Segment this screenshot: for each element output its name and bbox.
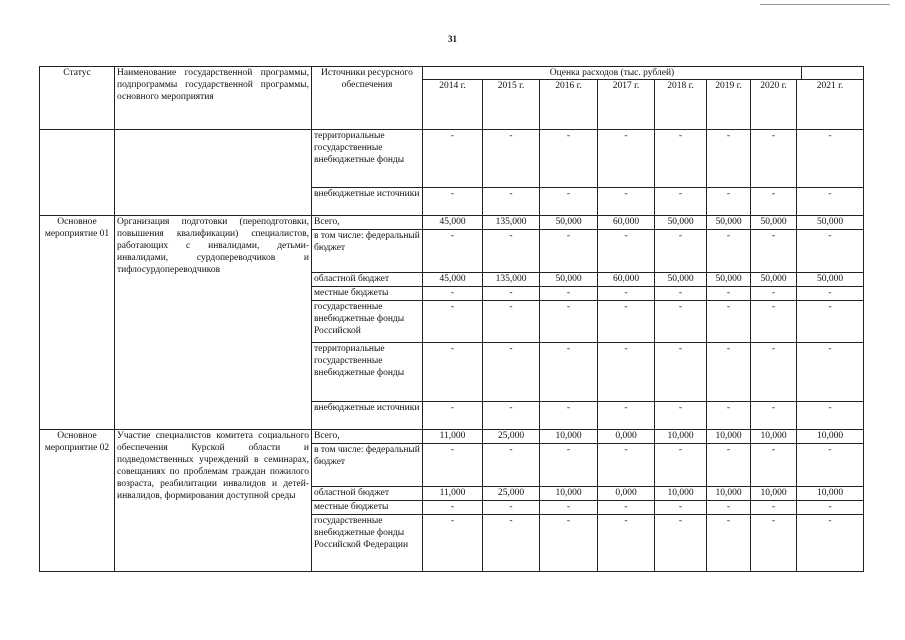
- empty-value-cell: -: [797, 402, 864, 430]
- empty-value-cell: -: [707, 515, 751, 572]
- value-cell: 10,000: [540, 487, 598, 501]
- empty-value-cell: -: [423, 402, 483, 430]
- empty-value-cell: -: [423, 515, 483, 572]
- value-cell: 25,000: [483, 487, 540, 501]
- empty-value-cell: -: [540, 188, 598, 216]
- value-cell: 10,000: [540, 430, 598, 444]
- empty-value-cell: -: [707, 444, 751, 487]
- empty-value-cell: -: [423, 301, 483, 343]
- empty-value-cell: -: [797, 188, 864, 216]
- value-cell: 50,000: [707, 273, 751, 287]
- empty-value-cell: -: [423, 188, 483, 216]
- empty-value-cell: -: [655, 287, 707, 301]
- value-cell: 10,000: [707, 430, 751, 444]
- value-cell: 50,000: [540, 216, 598, 230]
- empty-value-cell: -: [483, 130, 540, 188]
- empty-value-cell: -: [751, 343, 797, 402]
- header-name: Наименование государственной программы, подпрограммы государственной программы, основного мероприятия: [115, 67, 312, 130]
- empty-value-cell: -: [655, 130, 707, 188]
- empty-value-cell: -: [655, 230, 707, 273]
- source-cell: Всего,: [312, 430, 423, 444]
- header-year: 2019 г.: [707, 80, 751, 130]
- status-cell: Основное мероприятие 01: [40, 216, 115, 430]
- value-cell: 11,000: [423, 430, 483, 444]
- empty-value-cell: -: [483, 287, 540, 301]
- empty-value-cell: -: [797, 515, 864, 572]
- empty-value-cell: -: [483, 402, 540, 430]
- top-rule: [760, 4, 890, 5]
- value-cell: 50,000: [751, 216, 797, 230]
- empty-value-cell: -: [483, 501, 540, 515]
- empty-value-cell: -: [707, 130, 751, 188]
- empty-value-cell: -: [797, 444, 864, 487]
- empty-value-cell: -: [598, 301, 655, 343]
- empty-value-cell: -: [797, 501, 864, 515]
- empty-value-cell: -: [751, 501, 797, 515]
- header-sources: Источники ресурсного обеспечения: [312, 67, 423, 130]
- empty-value-cell: -: [707, 343, 751, 402]
- empty-value-cell: -: [483, 188, 540, 216]
- value-cell: 10,000: [655, 487, 707, 501]
- page-number: 31: [448, 34, 457, 44]
- empty-value-cell: -: [598, 501, 655, 515]
- empty-value-cell: -: [540, 287, 598, 301]
- value-cell: 50,000: [655, 273, 707, 287]
- empty-value-cell: -: [483, 343, 540, 402]
- empty-value-cell: -: [707, 501, 751, 515]
- name-cell: Организация подготовки (переподготовки, повышения квалификации) специалистов, работающих с инвалидами, детьми-инвалидами, сурдопереводчиков и тифлосурдопереводчиков: [115, 216, 312, 430]
- empty-value-cell: -: [598, 402, 655, 430]
- table-row: [40, 430, 864, 444]
- empty-value-cell: -: [707, 287, 751, 301]
- header-year: 2015 г.: [483, 80, 540, 130]
- source-cell: областной бюджет: [312, 487, 423, 501]
- empty-value-cell: -: [423, 501, 483, 515]
- value-cell: 25,000: [483, 430, 540, 444]
- empty-value-cell: -: [655, 444, 707, 487]
- value-cell: 10,000: [707, 487, 751, 501]
- empty-value-cell: -: [540, 301, 598, 343]
- budget-table: [39, 66, 864, 572]
- empty-value-cell: -: [598, 444, 655, 487]
- empty-value-cell: -: [707, 301, 751, 343]
- header-status: Статус: [40, 67, 115, 130]
- empty-value-cell: -: [540, 501, 598, 515]
- empty-value-cell: -: [483, 515, 540, 572]
- status-cell: Основное мероприятие 02: [40, 430, 115, 572]
- empty-value-cell: -: [751, 188, 797, 216]
- header-year: 2018 г.: [655, 80, 707, 130]
- source-cell: местные бюджеты: [312, 287, 423, 301]
- empty-value-cell: -: [483, 301, 540, 343]
- empty-value-cell: -: [540, 230, 598, 273]
- header-year: 2017 г.: [598, 80, 655, 130]
- empty-value-cell: -: [751, 301, 797, 343]
- value-cell: 0,000: [598, 487, 655, 501]
- empty-value-cell: -: [655, 501, 707, 515]
- value-cell: 135,000: [483, 216, 540, 230]
- value-cell: 0,000: [598, 430, 655, 444]
- empty-value-cell: -: [423, 130, 483, 188]
- empty-value-cell: -: [751, 230, 797, 273]
- empty-value-cell: -: [423, 230, 483, 273]
- empty-value-cell: -: [751, 287, 797, 301]
- status-cell: [40, 130, 115, 216]
- empty-value-cell: -: [540, 515, 598, 572]
- empty-value-cell: -: [707, 188, 751, 216]
- source-cell: в том числе: федеральный бюджет: [312, 444, 423, 487]
- empty-value-cell: -: [751, 444, 797, 487]
- empty-value-cell: -: [483, 444, 540, 487]
- empty-value-cell: -: [540, 402, 598, 430]
- value-cell: 60,000: [598, 216, 655, 230]
- empty-value-cell: -: [655, 343, 707, 402]
- empty-value-cell: -: [423, 343, 483, 402]
- value-cell: 10,000: [797, 487, 864, 501]
- header-estimate: Оценка расходов (тыс. рублей): [423, 67, 802, 80]
- empty-value-cell: -: [655, 301, 707, 343]
- source-cell: Всего,: [312, 216, 423, 230]
- empty-value-cell: -: [655, 402, 707, 430]
- table-row: [40, 130, 864, 188]
- empty-value-cell: -: [540, 343, 598, 402]
- empty-value-cell: -: [540, 444, 598, 487]
- empty-value-cell: -: [540, 130, 598, 188]
- empty-value-cell: -: [598, 343, 655, 402]
- empty-value-cell: -: [655, 515, 707, 572]
- empty-value-cell: -: [751, 130, 797, 188]
- value-cell: 50,000: [797, 216, 864, 230]
- empty-value-cell: -: [797, 343, 864, 402]
- empty-value-cell: -: [598, 515, 655, 572]
- value-cell: 50,000: [751, 273, 797, 287]
- value-cell: 10,000: [751, 430, 797, 444]
- name-cell: Участие специалистов комитета социального обеспечения Курской области и подведомственных учреждений в семинарах, совещаниях по проблемам граждан пожилого возраста, реабилитации инвалидов и детей-инвалидов, формирования доступной среды: [115, 430, 312, 572]
- empty-value-cell: -: [655, 188, 707, 216]
- source-cell: территориальные государственные внебюджетные фонды: [312, 343, 423, 402]
- empty-value-cell: -: [707, 402, 751, 430]
- value-cell: 10,000: [797, 430, 864, 444]
- empty-value-cell: -: [797, 287, 864, 301]
- source-cell: местные бюджеты: [312, 501, 423, 515]
- empty-value-cell: -: [423, 287, 483, 301]
- empty-value-cell: -: [797, 130, 864, 188]
- header-estimate-tail: [802, 67, 864, 80]
- table-row: [40, 216, 864, 230]
- source-cell: государственные внебюджетные фонды Российской: [312, 301, 423, 343]
- empty-value-cell: -: [598, 287, 655, 301]
- value-cell: 50,000: [655, 216, 707, 230]
- source-cell: в том числе: федеральный бюджет: [312, 230, 423, 273]
- empty-value-cell: -: [598, 188, 655, 216]
- empty-value-cell: -: [751, 515, 797, 572]
- empty-value-cell: -: [423, 444, 483, 487]
- value-cell: 10,000: [655, 430, 707, 444]
- empty-value-cell: -: [797, 230, 864, 273]
- empty-value-cell: -: [797, 301, 864, 343]
- value-cell: 50,000: [540, 273, 598, 287]
- value-cell: 10,000: [751, 487, 797, 501]
- source-cell: внебюджетные источники: [312, 402, 423, 430]
- value-cell: 135,000: [483, 273, 540, 287]
- source-cell: внебюджетные источники: [312, 188, 423, 216]
- header-year: 2020 г.: [751, 80, 797, 130]
- empty-value-cell: -: [751, 402, 797, 430]
- value-cell: 50,000: [797, 273, 864, 287]
- value-cell: 60,000: [598, 273, 655, 287]
- value-cell: 50,000: [707, 216, 751, 230]
- empty-value-cell: -: [598, 230, 655, 273]
- value-cell: 45,000: [423, 273, 483, 287]
- value-cell: 45,000: [423, 216, 483, 230]
- header-year: 2014 г.: [423, 80, 483, 130]
- source-cell: государственные внебюджетные фонды Российской Федерации: [312, 515, 423, 572]
- value-cell: 11,000: [423, 487, 483, 501]
- empty-value-cell: -: [483, 230, 540, 273]
- source-cell: территориальные государственные внебюджетные фонды: [312, 130, 423, 188]
- header-year: 2016 г.: [540, 80, 598, 130]
- empty-value-cell: -: [598, 130, 655, 188]
- empty-value-cell: -: [707, 230, 751, 273]
- name-cell: [115, 130, 312, 216]
- header-year: 2021 г.: [797, 80, 864, 130]
- source-cell: областной бюджет: [312, 273, 423, 287]
